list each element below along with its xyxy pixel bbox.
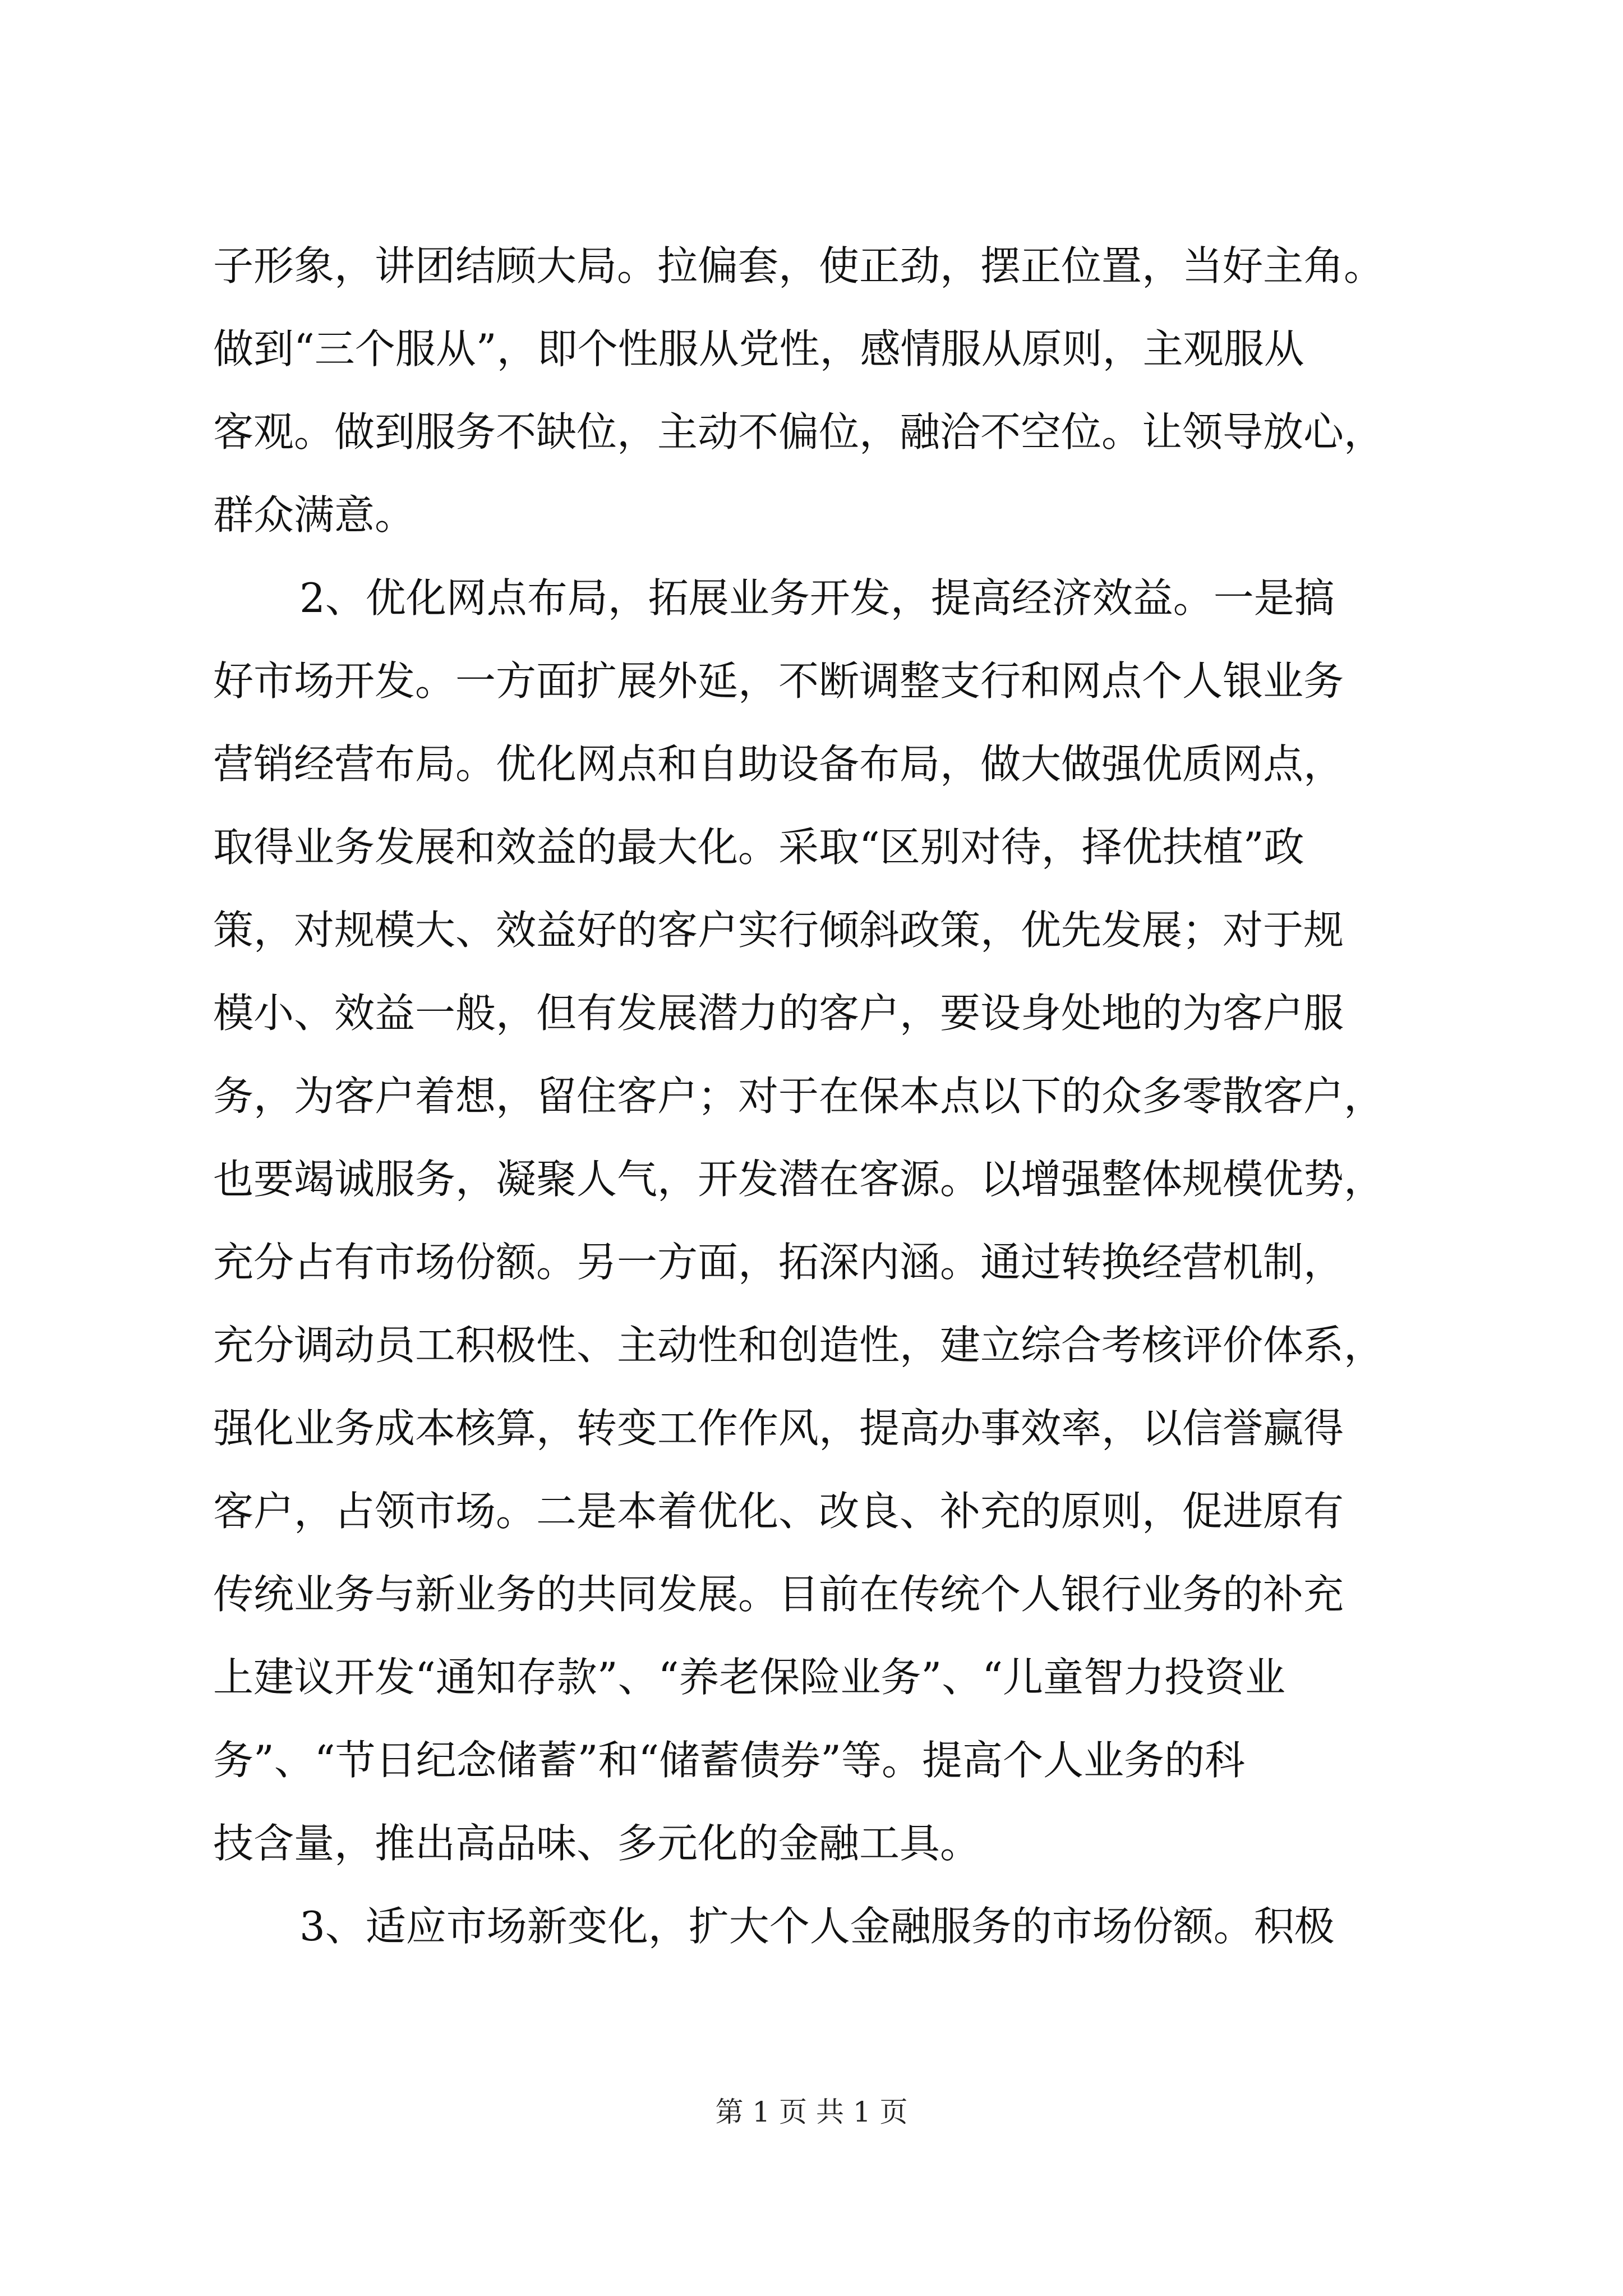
page-footer: [0, 2092, 1623, 2132]
text-line: 好市场开发。一方面扩展外延，不断调整支行和网点个人银业务: [213, 657, 1344, 705]
text-line: 取得业务发展和效益的最大化。采取“区别对待，择优扶植”政: [213, 823, 1304, 871]
text-line: 技含量，推出高品味、多元化的金融工具。: [213, 1820, 981, 1867]
text-line: 模小、效益一般，但有发展潜力的客户，要设身处地的为客户服: [213, 990, 1344, 1037]
paragraph: [213, 556, 1424, 1885]
text-line: 2、优化网点布局，拓展业务开发，提高经济效益。一是搞: [299, 574, 1335, 622]
paragraph: [213, 1885, 1424, 1968]
page-number: 第 1 页 共 1 页: [715, 2096, 908, 2128]
text-line: 务，为客户着想，留住客户；对于在保本点以下的众多零散客户，: [213, 1073, 1385, 1120]
text-line: 强化业务成本核算，转变工作作风，提高办事效率，以信誉赢得: [213, 1405, 1344, 1452]
text-line: 子形象，讲团结顾大局。拉偏套，使正劲，摆正位置，当好主角。: [213, 242, 1385, 289]
text-line: 客户，占领市场。二是本着优化、改良、补充的原则，促进原有: [213, 1488, 1344, 1535]
paragraph: [213, 224, 1424, 556]
text-line: 务”、“节日纪念储蓄”和“储蓄债券”等。提高个人业务的科: [213, 1737, 1246, 1784]
text-line: 3、适应市场新变化，扩大个人金融服务的市场份额。积极: [299, 1903, 1335, 1950]
text-line: 策，对规模大、效益好的客户实行倾斜政策，优先发展；对于规: [213, 907, 1344, 954]
text-line: 群众满意。: [213, 491, 416, 539]
document-body: [213, 224, 1424, 1968]
text-line: 充分占有市场份额。另一方面，拓深内涵。通过转换经营机制，: [213, 1239, 1344, 1286]
text-line: 营销经营布局。优化网点和自助设备布局，做大做强优质网点，: [213, 740, 1344, 788]
text-line: 充分调动员工积极性、主动性和创造性，建立综合考核评价体系，: [213, 1322, 1385, 1369]
text-line: 客观。做到服务不缺位，主动不偏位，融洽不空位。让领导放心，: [213, 408, 1385, 455]
text-line: 上建议开发“通知存款”、“养老保险业务”、“儿童智力投资业: [213, 1654, 1286, 1701]
text-line: 也要竭诚服务，凝聚人气，开发潜在客源。以增强整体规模优势，: [213, 1156, 1385, 1203]
text-line: 做到“三个服从”，即个性服从党性，感情服从原则，主观服从: [213, 325, 1304, 372]
text-line: 传统业务与新业务的共同发展。目前在传统个人银行业务的补充: [213, 1571, 1344, 1618]
